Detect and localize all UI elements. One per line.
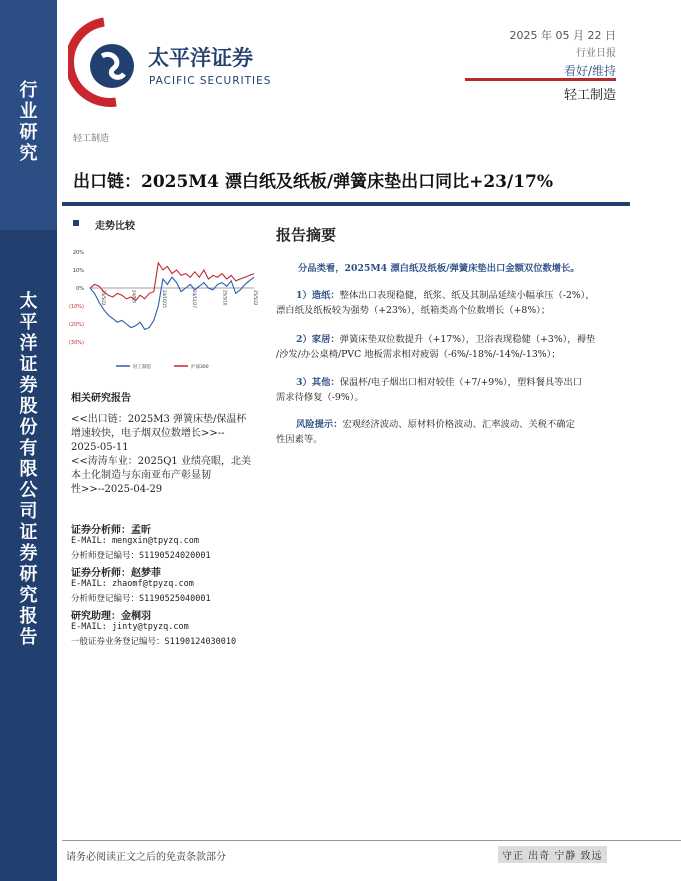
related-report-line: 本土化制造与东南亚布产彰显韧 [71, 470, 211, 481]
trend-title: 走势比较 [95, 221, 135, 232]
risk-line-1: 宏观经济波动、原材料价格波动、汇率波动、关税不确定 [342, 419, 575, 430]
trend-chart [68, 244, 264, 376]
section-bullet-icon [73, 220, 79, 226]
summary-point-text: 保温杯/电子烟出口相对较佳（+7/+9%），塑料餐具等出口 [339, 377, 583, 388]
summary-point-label: 3）其他： [296, 377, 340, 388]
sidebar-char: 限 [19, 459, 38, 480]
analyst-reg-no: 分析师登记编号：S1190524020001 [71, 551, 211, 561]
sidebar-char: 有 [19, 438, 38, 459]
title-divider [62, 202, 630, 206]
summary-point-label: 1）造纸： [296, 290, 340, 301]
logo-blue-circle [90, 44, 134, 88]
summary-point [276, 333, 628, 362]
summary-point-text: 需求待修复（-9%）。 [276, 391, 364, 403]
sidebar-char: 业 [19, 101, 38, 122]
company-motto: 守正 出奇 宁静 致远 [498, 846, 607, 863]
sidebar-char: 股 [19, 396, 38, 417]
related-report-line[interactable]: <<出口链：2025M3 弹簧床垫/保温杯 [71, 414, 247, 425]
sidebar-char: 究 [19, 585, 38, 606]
y-tick-label: 20% [72, 250, 84, 256]
analyst-name: 证券分析师：赵梦菲 [71, 568, 161, 579]
logo-en-text: PACIFIC SECURITIES [149, 75, 272, 87]
summary-point-text: 整体出口表现稳健，纸浆、纸及其制品延续小幅承压（-2%）， [339, 290, 595, 301]
sidebar-char: 证 [19, 354, 38, 375]
footer-divider [62, 840, 681, 841]
sidebar-char: 司 [19, 501, 38, 522]
analyst-reg-no: 一般证券业务登记编号：S1190124030010 [71, 637, 237, 647]
analyst-email: E-MAIL: zhaomf@tpyzq.com [71, 579, 194, 589]
x-tick-label: 25/3/10 [222, 290, 228, 306]
x-tick-label: 24/10/15 [161, 290, 167, 308]
header-divider [465, 78, 616, 81]
risk-warning [276, 418, 628, 447]
industry-tag: 轻工制造 [73, 134, 110, 144]
sidebar-char: 报 [19, 606, 38, 627]
related-report-line: 2025-05-11 [71, 442, 129, 453]
legend-label: 沪深300 [191, 365, 209, 370]
y-tick-label: (30%) [68, 340, 84, 346]
sidebar-char: 公 [19, 480, 38, 501]
summary-point-text: 弹簧床垫双位数提升（+17%），卫浴表现稳健（+3%），褥垫 [339, 334, 596, 345]
analyst-name: 证券分析师：孟昕 [71, 525, 151, 536]
summary-point [276, 289, 628, 318]
related-report-line: 性>>--2025-04-29 [71, 484, 163, 495]
analyst-email: E-MAIL: mengxin@tpyzq.com [71, 536, 199, 546]
y-tick-label: 10% [72, 268, 84, 274]
y-tick-label: (10%) [68, 304, 84, 310]
summary-point [276, 376, 628, 405]
sidebar-char: 太 [19, 291, 38, 312]
disclaimer-note: 请务必阅读正文之后的免责条款部分 [66, 852, 226, 863]
report-title: 出口链：2025M4 漂白纸及纸板/弹簧床垫出口同比+23/17% [73, 172, 554, 192]
summary-point-text: /沙发/办公桌椅/PVC 地板需求相对疲弱（-6%/-18%/-14%/-13%）； [276, 348, 561, 360]
legend-label: 轻工制造 [133, 365, 151, 370]
y-tick-label: 0% [76, 286, 84, 292]
summary-point-label: 2）家居： [296, 334, 340, 345]
sidebar-char: 行 [19, 80, 38, 101]
sidebar-char: 研 [19, 122, 38, 143]
series-line-light-industry [90, 277, 254, 329]
analyst-reg-no: 分析师登记编号：S1190525040001 [71, 594, 211, 604]
summary-title: 报告摘要 [276, 226, 337, 244]
doc-type: 行业日报 [576, 48, 616, 59]
sidebar-char: 券 [19, 543, 38, 564]
sidebar-char: 证 [19, 522, 38, 543]
series-line-csi300 [90, 263, 254, 301]
related-report-line[interactable]: <<涛涛车业：2025Q1 业绩亮眼，北美 [71, 456, 251, 467]
sidebar-char: 告 [19, 627, 38, 648]
summary-lead: 分品类看，2025M4 漂白纸及纸板/弹簧床垫出口金额双位数增长。 [298, 263, 580, 274]
report-date: 2025 年 05 月 22 日 [509, 29, 616, 42]
analyst-email: E-MAIL: jinty@tpyzq.com [71, 622, 189, 632]
y-tick-label: (20%) [68, 322, 84, 328]
x-tick-label: 25/5/22 [253, 290, 258, 306]
risk-line-2: 性因素等。 [276, 433, 323, 445]
sidebar-char: 究 [19, 143, 38, 164]
sidebar-char: 平 [19, 312, 38, 333]
summary-point-text: 漂白纸及纸板较为强势（+23%），纸箱类高个位数增长（+8%）； [276, 304, 551, 316]
sidebar-report-type [0, 80, 57, 164]
sidebar-char: 份 [19, 417, 38, 438]
analyst-name: 研究助理：金桐羽 [71, 611, 151, 622]
related-reports-title: 相关研究报告 [71, 393, 131, 404]
company-logo [68, 16, 298, 112]
sidebar-company-name [0, 291, 57, 648]
rating: 看好/维持 [563, 64, 616, 78]
x-tick-label: 24/5/22 [101, 290, 106, 306]
x-tick-label: 24/8/3 [131, 290, 137, 303]
risk-label: 风险提示： [296, 419, 343, 430]
sidebar-char: 券 [19, 375, 38, 396]
sidebar-char: 洋 [19, 333, 38, 354]
x-tick-label: 24/12/27 [192, 290, 198, 308]
sidebar-char: 研 [19, 564, 38, 585]
logo-cn-text: 太平洋证券 [148, 46, 253, 70]
industry-label: 轻工制造 [563, 88, 616, 103]
related-report-line: 增速较快，电子烟双位数增长>>-- [71, 428, 225, 439]
